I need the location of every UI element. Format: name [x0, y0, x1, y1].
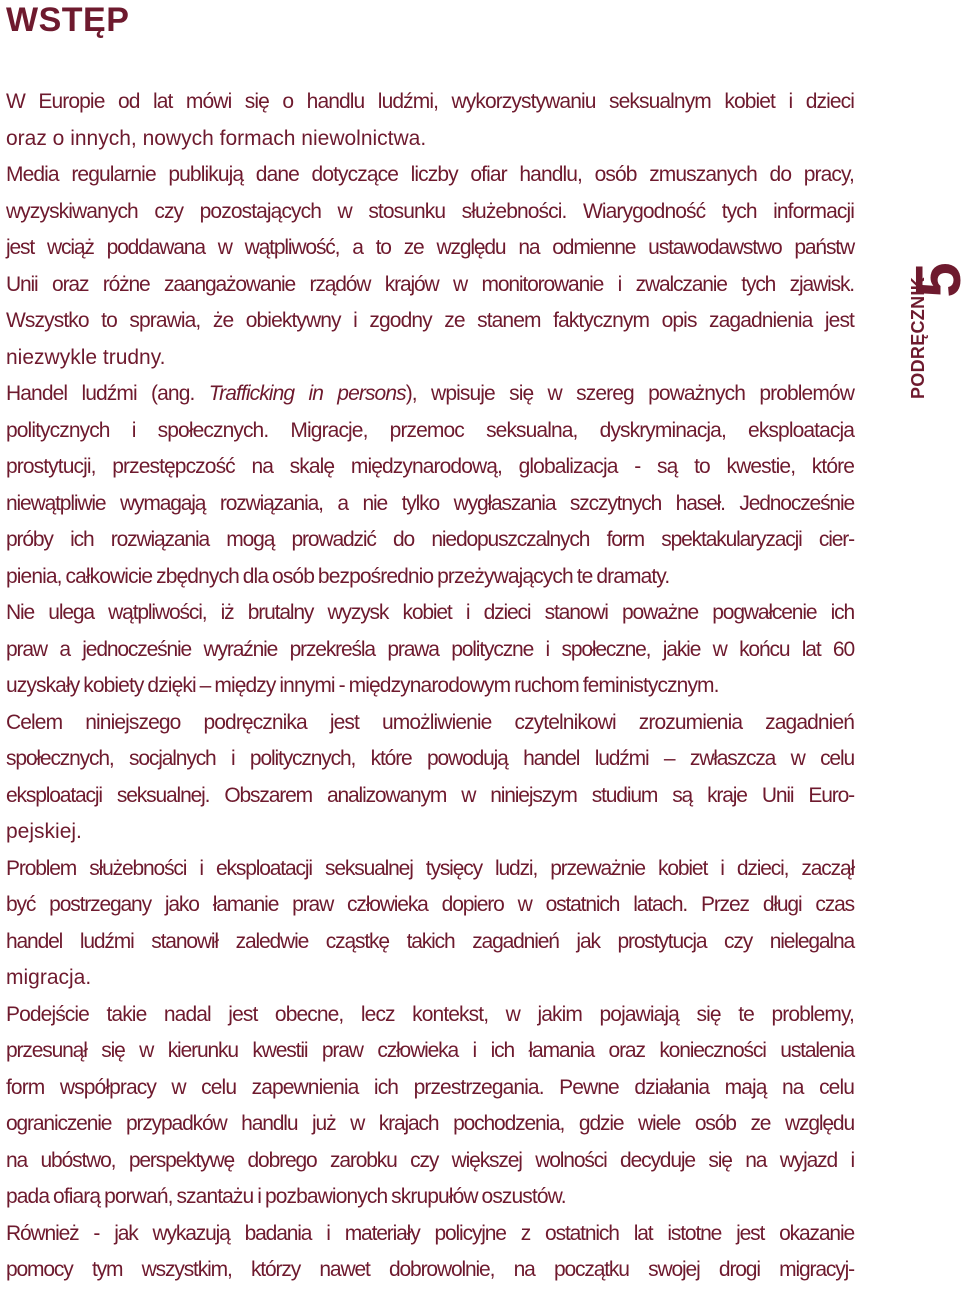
text-line: oraz o innych, nowych formach niewolnictwa. [6, 126, 427, 150]
italic-term: Trafficking in persons [208, 382, 406, 405]
text-fragment: Handel ludźmi (ang. [6, 382, 209, 405]
text-line: migracja. [6, 966, 92, 989]
text-line: handel ludźmi stanowił zaledwie cząstkę takich zagadnień jak prostytucja czy nielegalna [6, 929, 854, 953]
text-line: Podejście takie nadal jest obecne, lecz kontekst, w jakim pojawiają się te problemy, [6, 1002, 854, 1026]
text-line: pienia, całkowicie zbędnych dla osób bezpośrednio przeżywających te dramaty. [6, 564, 670, 588]
text-line: praw a jednocześnie wyraźnie przekreśla prawa polityczne i społeczne, jakie w końcu lat 60 [6, 637, 854, 661]
text-line: Nie ulega wątpliwości, iż brutalny wyzysk kobiet i dzieci stanowi poważne pogwałcenie ich [6, 601, 854, 624]
text-line: W Europie od lat mówi się o handlu ludźmi, wykorzystywaniu seksualnym kobiet i dzieci [6, 90, 854, 113]
text-line: pada ofiarą porwań, szantażu i pozbawionych skrupułów oszustów. [6, 1185, 566, 1208]
text-line: niezwykle trudny. [6, 345, 166, 369]
chapter-sidebar [892, 248, 974, 418]
text-line: ograniczenie przypadków handlu już w krajach pochodzenia, gdzie wiele osób ze względu [6, 1112, 854, 1135]
text-line: Unii oraz różne zaangażowanie rządów krajów w monitorowanie i zwalczanie tych zjawisk. [6, 272, 854, 296]
text-line: pejskiej. [6, 820, 82, 843]
text-line: Celem niniejszego podręcznika jest umożliwienie czytelnikowi zrozumienia zagadnień [6, 710, 854, 734]
text-fragment: ), wpisuje się w szereg poważnych problemów [405, 382, 854, 405]
text-line: uzyskały kobiety dzięki – między innymi - międzynarodowym ruchom feministycznym. [6, 674, 719, 697]
text-line: społecznych, socjalnych i politycznych, które powodują handel ludźmi – zwłaszcza w celu [6, 747, 854, 770]
text-line: Media regularnie publikują dane dotyczące liczby ofiar handlu, osób zmuszanych do pracy, [6, 163, 854, 186]
text-line [6, 376, 854, 413]
text-line: prostytucji, przestępczość na skalę międzynarodową, globalizacja - są to kwestie, które [6, 455, 854, 478]
text-line: jest wciąż poddawana w wątpliwość, a to ze względu na odmienne ustawodawstwo państw [6, 236, 854, 259]
text-line: eksploatacji seksualnej. Obszarem analizowanym w niniejszym studium są kraje Unii Euro- [6, 783, 854, 807]
page-title: WSTĘP [6, 1, 130, 39]
chapter-label: PODRĘCZNIK [908, 276, 928, 399]
text-line: być postrzegany jako łamanie praw człowieka dopiero w ostatnich latach. Przez długi czas [6, 893, 854, 916]
text-line: Wszystko to sprawia, że obiektywny i zgodny ze stanem faktycznym opis zagadnienia jest [6, 309, 854, 332]
text-line: wyzyskiwanych czy pozostających w stosunku służebności. Wiarygodność tych informacji [6, 199, 854, 223]
text-line: pomocy tym wszystkim, którzy nawet dobrowolnie, na początku swojej drogi migracyj- [6, 1258, 854, 1281]
text-line: próby ich rozwiązania mogą prowadzić do niedopuszczalnych form spektakularyzacji cier- [6, 528, 854, 551]
text-line: niewątpliwie wymagają rozwiązania, a nie tylko wygłaszania szczytnych haseł. Jednocześnie [6, 491, 854, 515]
text-line: na ubóstwo, perspektywę dobrego zarobku czy większej wolności decyduje się na wyjazd i [6, 1148, 854, 1172]
text-line: przesunął się w kierunku kwestii praw człowieka i ich łamania oraz konieczności ustalenia [6, 1039, 854, 1062]
text-line: form współpracy w celu zapewnienia ich przestrzegania. Pewne działania mają na celu [6, 1075, 854, 1099]
text-line: politycznych i społecznych. Migracje, przemoc seksualna, dyskryminacja, eksploatacja [6, 418, 854, 442]
text-line: Również - jak wykazują badania i materiały policyjne z ostatnich lat istotne jest okazanie [6, 1221, 854, 1245]
body-text [6, 84, 854, 1289]
chapter-number: 5 [902, 262, 974, 298]
text-line: Problem służebności i eksploatacji seksualnej tysięcy ludzi, przeważnie kobiet i dzieci, zaczął [6, 856, 854, 880]
